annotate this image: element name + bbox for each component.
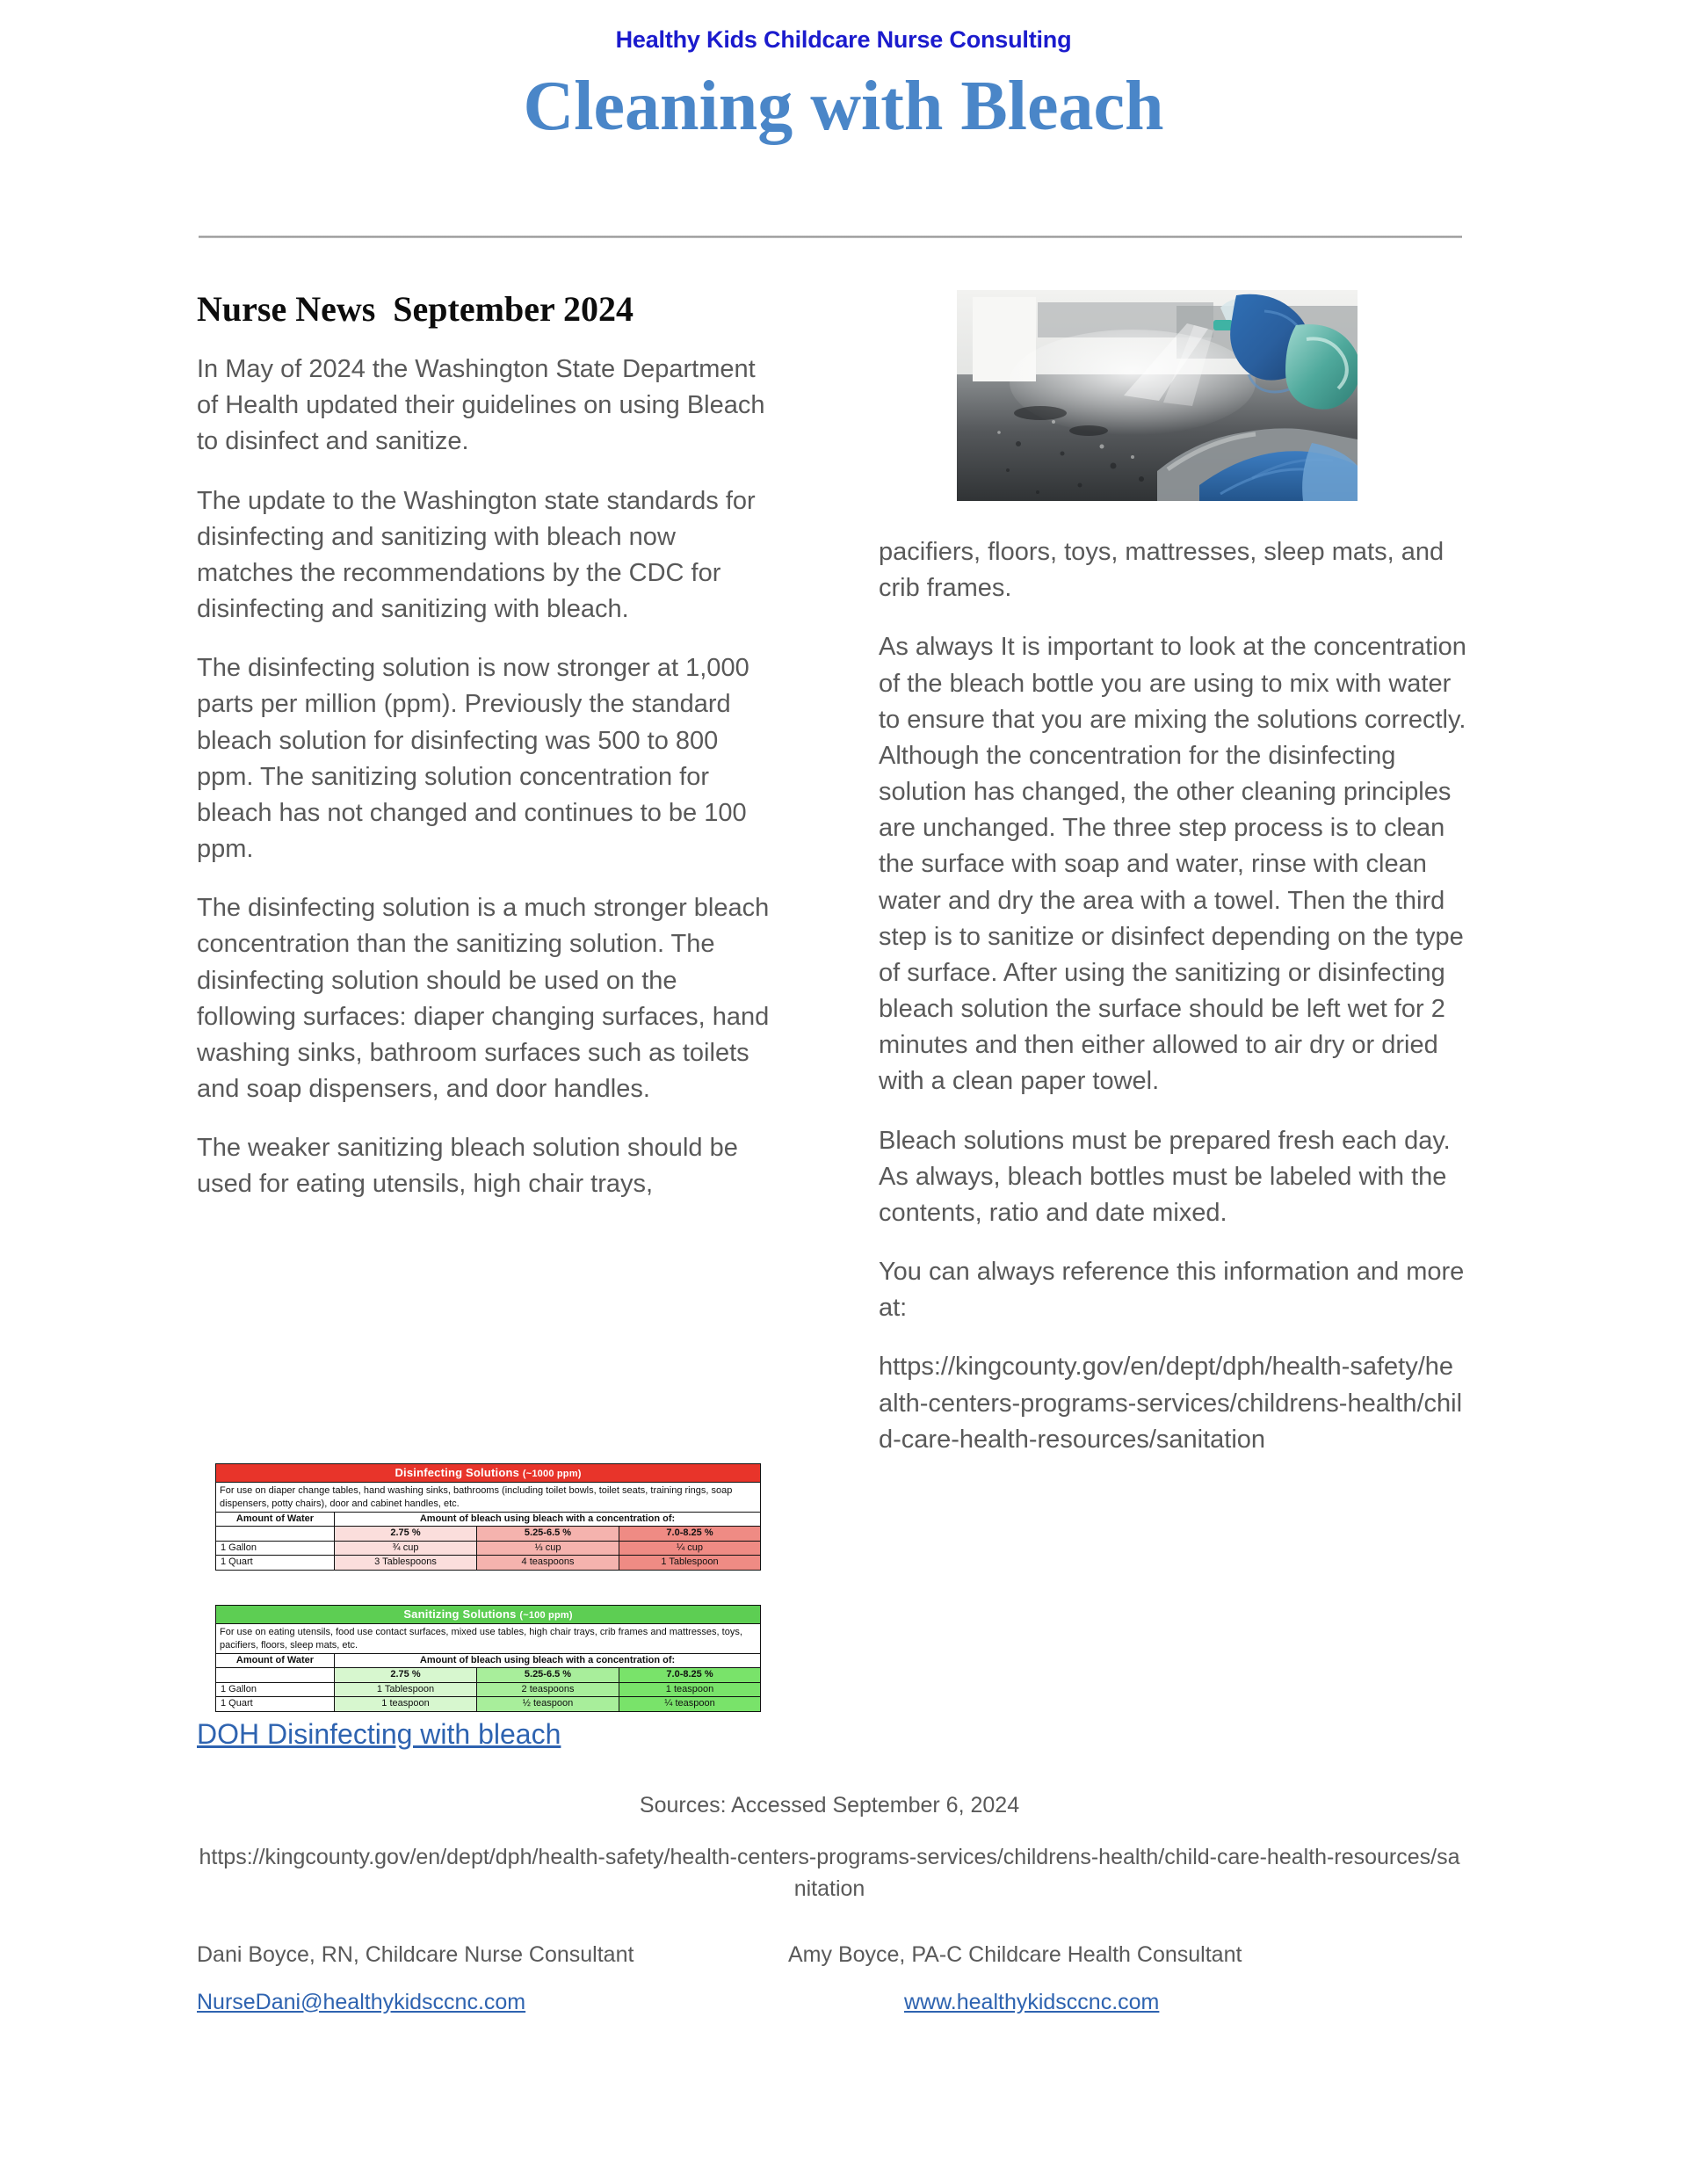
table-banner-row bbox=[216, 1606, 761, 1624]
table-row bbox=[216, 1682, 761, 1696]
description-cell: For use on diaper change tables, hand washing sinks, bathrooms (including toilet bowls, toilet seats, training rings, soap dispensers, potty chairs), door and cabinet handles, etc. bbox=[216, 1483, 761, 1513]
table-concentration-row bbox=[216, 1668, 761, 1682]
concentration-1: 2.75 % bbox=[335, 1668, 477, 1682]
table-banner-row bbox=[216, 1464, 761, 1483]
website-link[interactable]: www.healthykidsccnc.com bbox=[904, 1989, 1160, 2014]
disinfecting-solutions-table bbox=[215, 1463, 760, 1571]
right-column bbox=[879, 534, 1467, 1458]
sources-label: Sources: Accessed September 6, 2024 bbox=[639, 1793, 1020, 1818]
concentration-1: 2.75 % bbox=[335, 1527, 477, 1541]
empty-cell bbox=[216, 1527, 335, 1541]
contact-right-name: Amy Boyce, PA-C Childcare Health Consultant bbox=[788, 1941, 1242, 1967]
table-row bbox=[216, 1556, 761, 1570]
cleaning-photo bbox=[957, 290, 1358, 501]
cell-value: 1 Tablespoon bbox=[619, 1556, 761, 1570]
left-column bbox=[197, 290, 777, 1203]
table-header-row bbox=[216, 1654, 761, 1668]
paragraph: pacifiers, floors, toys, mattresses, sleep mats, and crib frames. bbox=[879, 538, 1444, 603]
cell-value: 4 teaspoons bbox=[477, 1556, 619, 1570]
description-cell: For use on eating utensils, food use contact surfaces, mixed use tables, high chair trays, crib frames and mattresses, toys, pacifiers, floors, sleep mats, etc. bbox=[216, 1624, 761, 1654]
paragraph: As always It is important to look at the concentration of the bleach bottle you are using to mix with water to ensure that you are mixing the solutions correctly. Although the concentration for the disinfecting solution has changed, the other cleaning principles are unchanged. The three step process is to clean the surface with soap and water, rinse with clean water and dry the area with a towel. Then the third step is to sanitize or disinfect depending on the type of surface. After using the sanitizing or disinfecting bleach solution the surface should be left wet for 2 minutes and then either allowed to air dry or dried with a clean paper towel. bbox=[879, 633, 1466, 1096]
banner-cell bbox=[216, 1606, 761, 1624]
banner-ppm: (~1000 ppm) bbox=[522, 1469, 582, 1479]
table-row bbox=[216, 1697, 761, 1711]
concentration-2: 5.25-6.5 % bbox=[477, 1527, 619, 1541]
cell-value: ¼ teaspoon bbox=[619, 1697, 761, 1711]
banner-ppm: (~100 ppm) bbox=[519, 1610, 573, 1621]
cell-value: ⅓ cup bbox=[477, 1541, 619, 1555]
sanitizing-solutions-table bbox=[215, 1605, 760, 1712]
table-row bbox=[216, 1541, 761, 1555]
header-amount-of-bleach: Amount of bleach using bleach with a concentration of: bbox=[335, 1654, 761, 1668]
masthead bbox=[0, 26, 1687, 143]
section-heading: Nurse News September 2024 bbox=[197, 289, 634, 329]
cell-value: ¾ cup bbox=[335, 1541, 477, 1555]
cell-value: ½ teaspoon bbox=[477, 1697, 619, 1711]
table-header-row bbox=[216, 1513, 761, 1527]
concentration-3: 7.0-8.25 % bbox=[619, 1668, 761, 1682]
cell-value: 2 teaspoons bbox=[477, 1682, 619, 1696]
organization-name: Healthy Kids Childcare Nurse Consulting bbox=[615, 26, 1072, 53]
paragraph: In May of 2024 the Washington State Department of Health updated their guidelines on using Bleach to disinfect and sanitize. bbox=[197, 355, 765, 456]
paragraph: The disinfecting solution is now stronger at 1,000 parts per million (ppm). Previously the standard bleach solution for disinfecting was 500 to 800 ppm. The sanitizing solution concentration for bleach has not changed and continues to be 100 ppm. bbox=[197, 654, 749, 864]
header-divider bbox=[199, 236, 1462, 238]
paragraph: You can always reference this information and more at: bbox=[879, 1258, 1465, 1323]
cell-value: 1 Tablespoon bbox=[335, 1682, 477, 1696]
paragraph: The disinfecting solution is a much stronger bleach concentration than the sanitizing solution. The disinfecting solution should be used on the following surfaces: diaper changing surfaces, hand washing sinks, bathroom surfaces such as toilets and soap dispensers, and door handles. bbox=[197, 894, 770, 1104]
empty-cell bbox=[216, 1668, 335, 1682]
reference-url: https://kingcounty.gov/en/dept/dph/health-safety/health-centers-programs-services/childrens-health/child-care-health-resources/sanitation bbox=[879, 1353, 1463, 1454]
contact-links-row bbox=[197, 1990, 1462, 2037]
paragraph: Bleach solutions must be prepared fresh each day. As always, bleach bottles must be labeled with the contents, ratio and date mixed. bbox=[879, 1126, 1451, 1227]
header-amount-of-water: Amount of Water bbox=[216, 1654, 335, 1668]
row-label: 1 Quart bbox=[216, 1556, 335, 1570]
doh-disinfecting-link[interactable]: DOH Disinfecting with bleach bbox=[197, 1718, 561, 1750]
source-url: https://kingcounty.gov/en/dept/dph/health-safety/health-centers-programs-services/childrens-health/child-care-health-resources/sanitation bbox=[199, 1845, 1460, 1902]
row-label: 1 Gallon bbox=[216, 1541, 335, 1555]
banner-title: Disinfecting Solutions bbox=[395, 1466, 520, 1479]
gloved-hands-spraying-surface-illustration bbox=[957, 290, 1358, 501]
banner-cell bbox=[216, 1464, 761, 1483]
footer bbox=[197, 1793, 1462, 2037]
table-description-row bbox=[216, 1483, 761, 1513]
contact-left-name: Dani Boyce, RN, Childcare Nurse Consultant bbox=[197, 1941, 634, 1967]
cell-value: 3 Tablespoons bbox=[335, 1556, 477, 1570]
cell-value: 1 teaspoon bbox=[335, 1697, 477, 1711]
contact-names-row bbox=[197, 1942, 1462, 1990]
banner-title: Sanitizing Solutions bbox=[403, 1607, 517, 1621]
email-link[interactable]: NurseDani@healthykidsccnc.com bbox=[197, 1989, 526, 2014]
concentration-2: 5.25-6.5 % bbox=[477, 1668, 619, 1682]
concentration-3: 7.0-8.25 % bbox=[619, 1527, 761, 1541]
row-label: 1 Gallon bbox=[216, 1682, 335, 1696]
cell-value: 1 teaspoon bbox=[619, 1682, 761, 1696]
page-title: Cleaning with Bleach bbox=[523, 68, 1164, 145]
row-label: 1 Quart bbox=[216, 1697, 335, 1711]
table-concentration-row bbox=[216, 1527, 761, 1541]
paragraph: The update to the Washington state standards for disinfecting and sanitizing with bleach now matches the recommendations by the CDC for disinfecting and sanitizing with bleach. bbox=[197, 486, 756, 624]
cell-value: ¼ cup bbox=[619, 1541, 761, 1555]
header-amount-of-water: Amount of Water bbox=[216, 1513, 335, 1527]
paragraph: The weaker sanitizing bleach solution should be used for eating utensils, high chair trays, bbox=[197, 1134, 738, 1199]
table-description-row bbox=[216, 1624, 761, 1654]
header-amount-of-bleach: Amount of bleach using bleach with a concentration of: bbox=[335, 1513, 761, 1527]
